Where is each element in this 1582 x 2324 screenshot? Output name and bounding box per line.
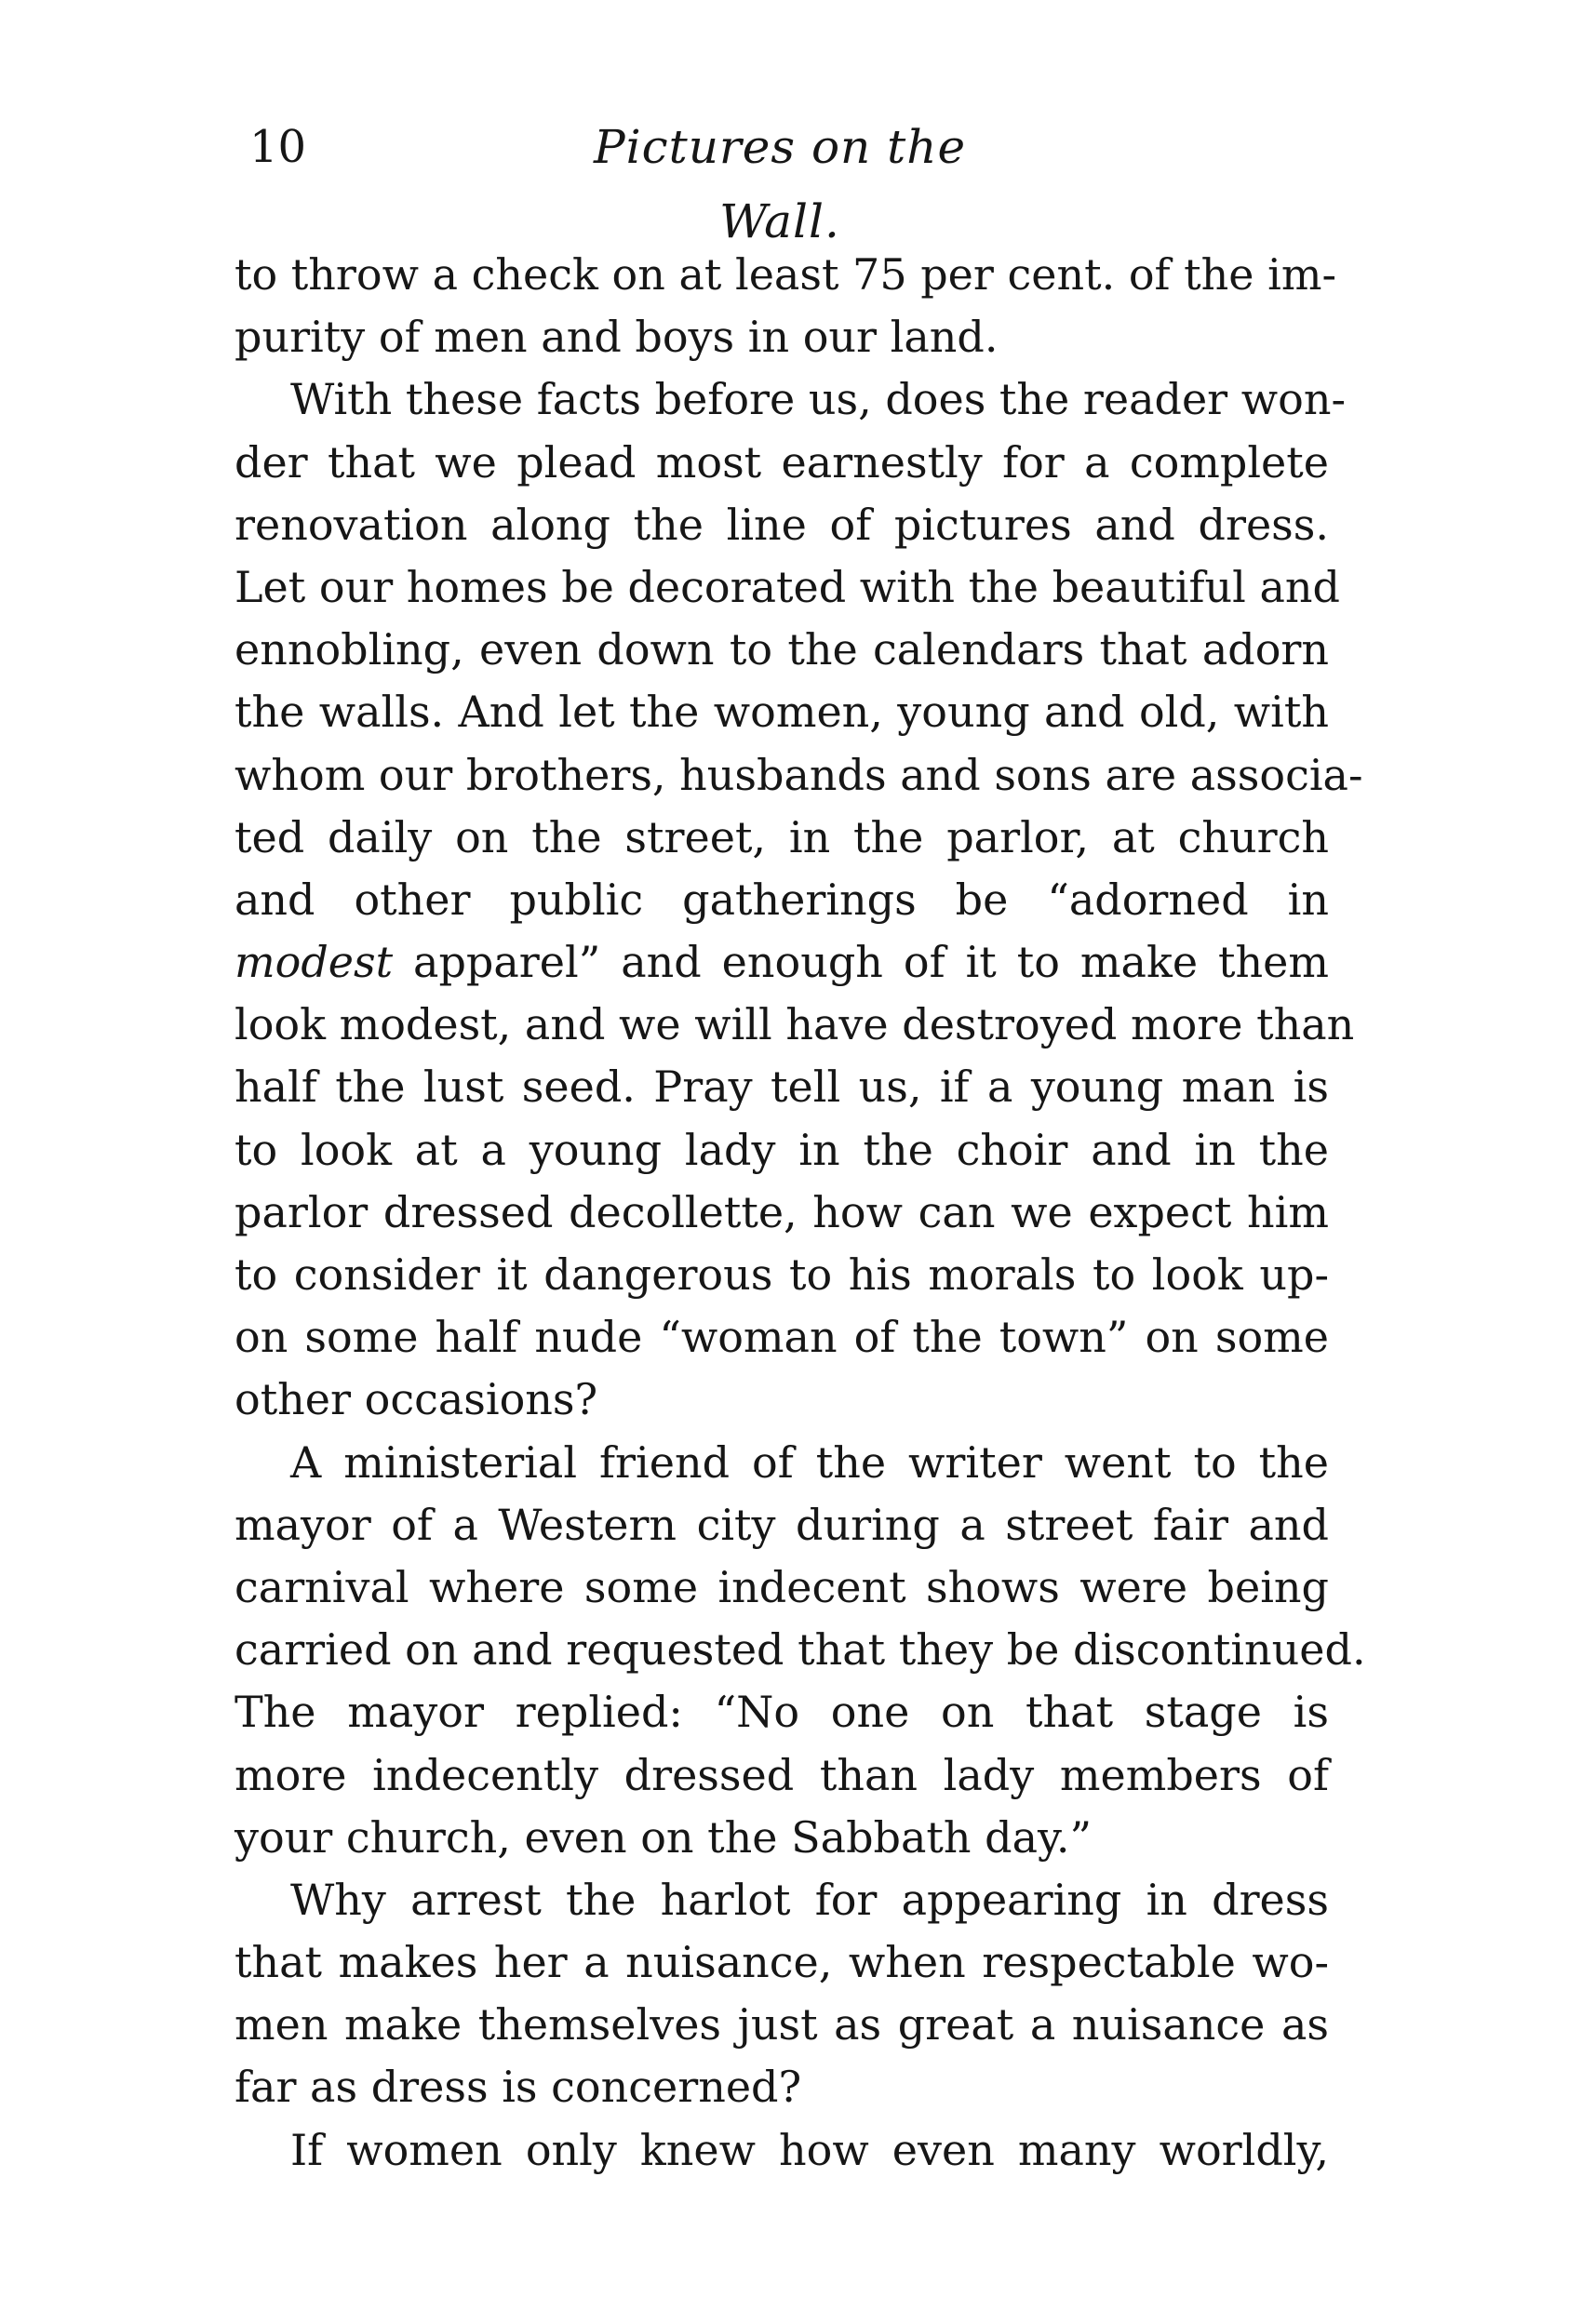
running-header — [249, 110, 1329, 248]
italic-word: modest — [235, 937, 394, 988]
text-line: der that we plead most earnestly for a complete — [235, 436, 1329, 488]
text-line: look modest, and we will have destroyed more than — [235, 999, 1355, 1050]
text-line: carried on and requested that they be discontinued. — [235, 1624, 1366, 1676]
text-line: If women only knew how even many worldly, — [290, 2124, 1329, 2175]
text-line: A ministerial friend of the writer went to the — [290, 1436, 1329, 1488]
text-line: The mayor replied: “No one on that stage is — [235, 1687, 1329, 1738]
text-line: carnival where some indecent shows were being — [235, 1561, 1329, 1612]
text-line: and other public gatherings be “adorned in — [235, 874, 1329, 925]
text-line: the walls. And let the women, young and old, with — [235, 687, 1329, 738]
text-line: ted daily on the street, in the parlor, at church — [235, 811, 1329, 862]
text-line: men make themselves just as great a nuisance as — [235, 1999, 1329, 2050]
text-line: ennobling, even down to the calendars that adorn — [235, 624, 1329, 675]
text-line: Why arrest the harlot for appearing in dress — [290, 1874, 1329, 1925]
text-line: Let our homes be decorated with the beautiful and — [235, 561, 1340, 612]
text-line: that makes her a nuisance, when respectable wo- — [235, 1937, 1329, 1988]
text-line: half the lust seed. Pray tell us, if a young man is — [235, 1062, 1329, 1113]
text-line: mayor of a Western city during a street fair and — [235, 1499, 1329, 1550]
text-line: With these facts before us, does the reader won- — [290, 374, 1347, 425]
running-title: Pictures on the Wall. — [593, 120, 967, 248]
text-line: far as dress is concerned? — [235, 2062, 802, 2113]
text-line: purity of men and boys in our land. — [235, 312, 999, 363]
text-line: your church, even on the Sabbath day.” — [235, 1811, 1093, 1863]
page-number: 10 — [249, 121, 307, 173]
text-line: to throw a check on at least 75 per cent. of the im- — [235, 249, 1337, 300]
text-line: to consider it dangerous to his morals to look up- — [235, 1249, 1329, 1300]
body-text — [235, 244, 1366, 2182]
text-line: whom our brothers, husbands and sons are associa- — [235, 749, 1363, 800]
text-line: on some half nude “woman of the town” on some — [235, 1312, 1329, 1363]
text-line: other occasions? — [235, 1374, 598, 1425]
text-line: more indecently dressed than lady members of — [235, 1749, 1329, 1800]
text-line: parlor dressed decollette, how can we expect him — [235, 1186, 1329, 1237]
text-line: renovation along the line of pictures and dress. — [235, 499, 1329, 550]
text-line: to look at a young lady in the choir and in the — [235, 1124, 1329, 1175]
text-line-with-italic: modest apparel” and enough of it to make them — [235, 937, 1329, 988]
